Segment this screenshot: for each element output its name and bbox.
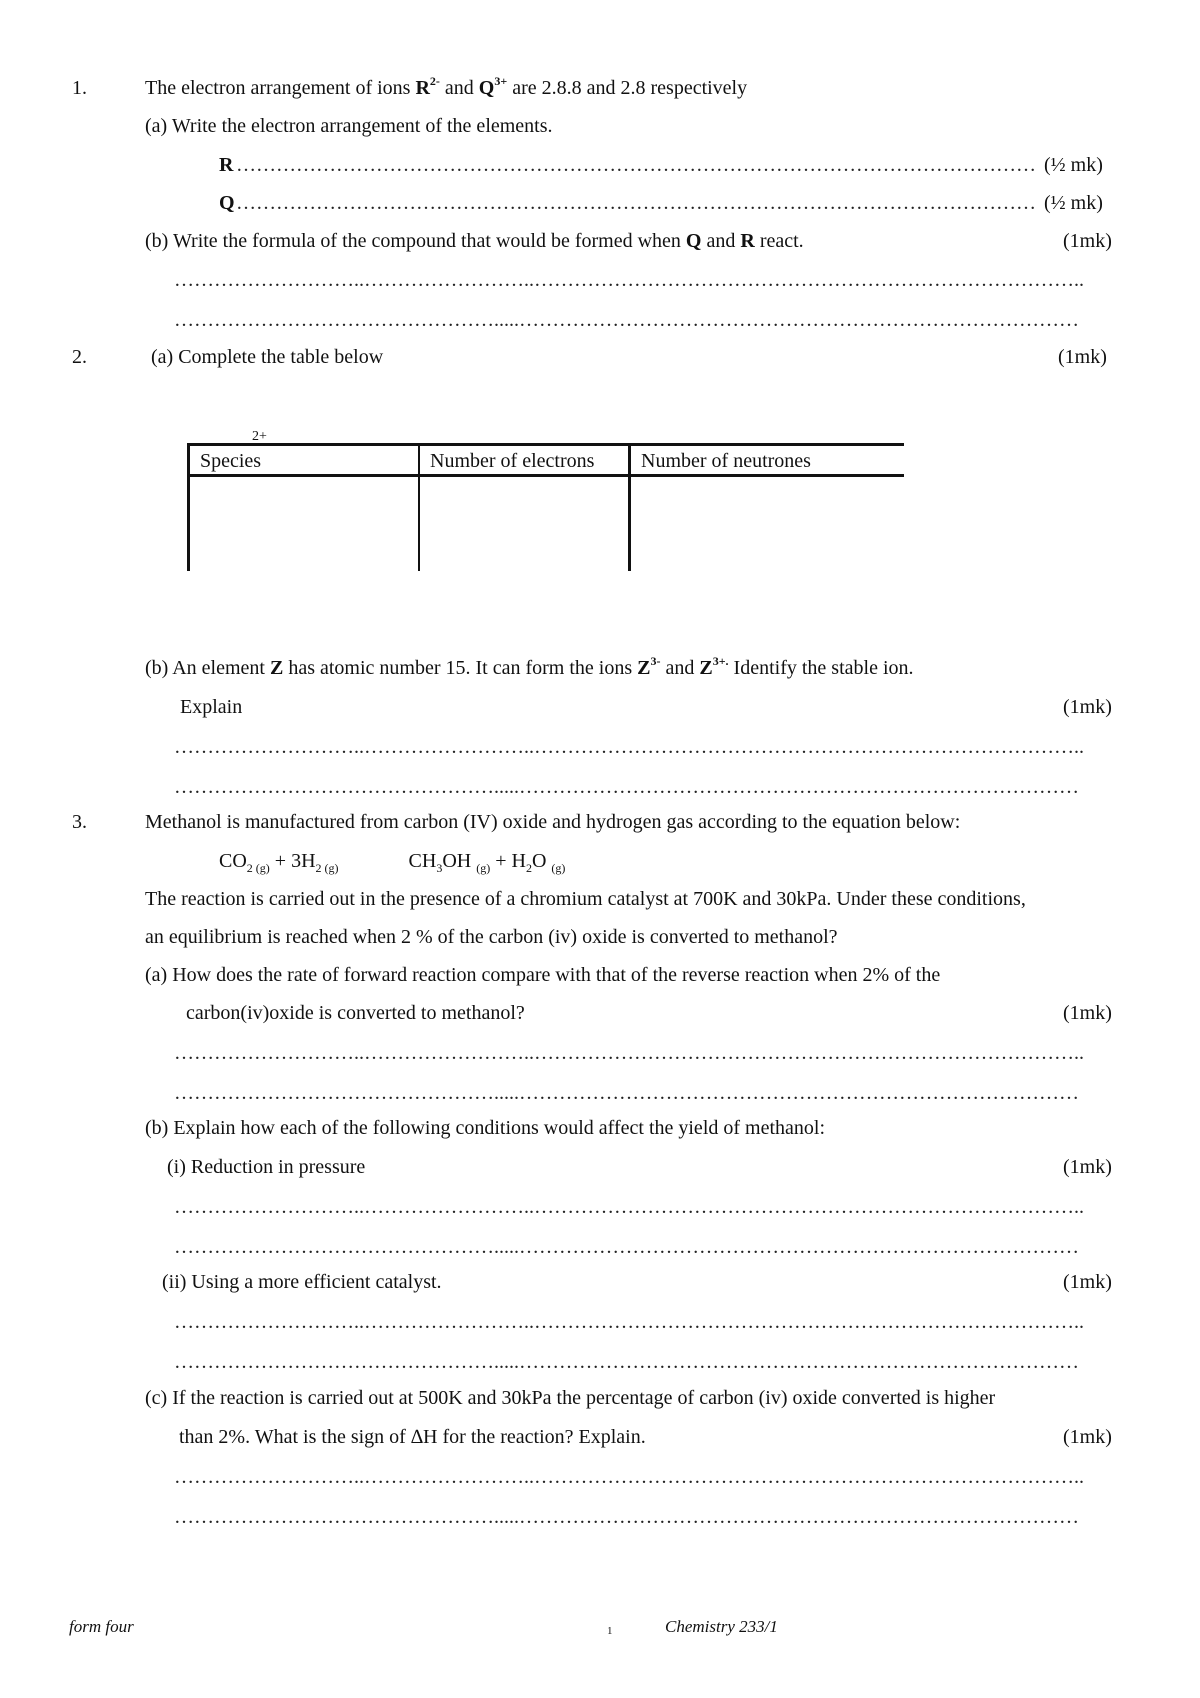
q3-part-b-i-marks: (1mk) [1063,1156,1112,1178]
q2-ion1-charge: 3- [650,654,661,668]
q3-part-b-i: (i) Reduction in pressure [167,1156,366,1178]
q1-part-a: (a) Write the electron arrangement of the elements. [145,115,553,137]
q2-part-b-and: and [665,657,695,679]
q1-part-b [145,231,804,251]
q1-part-b-q: Q [685,230,702,252]
eq-co2-sub: 2 (g) [246,861,270,875]
q1-number: 1. [72,77,87,99]
q1-stem [145,74,748,99]
q3-equation [219,850,566,875]
q3-para-1: The reaction is carried out in the presence of a chromium catalyst at 700K and 30kPa. Under these conditions, [145,888,1026,910]
q3-bi-answer-line-2[interactable]: ………………………………………….....………………………………………………………………………… [174,1237,1079,1257]
table-cell-electrons[interactable] [419,476,630,572]
q3-a-answer-line-1[interactable]: ………………………..……………………..……………………………………………………………………….. [174,1043,1084,1063]
q3-part-a-1: (a) How does the rate of forward reaction compare with that of the reverse reaction when 2% of the [145,964,941,986]
q2-part-b-text-c: Identify the stable ion. [733,657,914,679]
table-header-species: Species [189,445,420,476]
q1-ion-r: R [415,77,430,99]
q1-part-b-r: R [740,230,755,252]
q1-r-answer-line[interactable]: ………………………………………………………………………………………………………… [236,155,1036,175]
q3-part-a-2: carbon(iv)oxide is converted to methanol? [186,1002,525,1024]
footer-left: form four [69,1617,134,1636]
q1-ion-q-charge: 3+ [494,74,508,88]
table-row [189,476,905,572]
q2-ion2: Z [699,657,713,679]
q3-part-c-marks: (1mk) [1063,1426,1112,1448]
q3-para-2: an equilibrium is reached when 2 % of the carbon (iv) oxide is converted to methanol? [145,926,838,948]
q1-part-b-text: (b) Write the formula of the compound that would be formed when [145,230,681,252]
q1-r-label: R [219,154,234,176]
q1-q-label: Q [219,192,235,214]
eq-co2: CO [219,850,247,872]
q1-stem-a: The electron arrangement of ions [145,77,411,99]
q3-c-answer-line-2[interactable]: ………………………………………….....………………………………………………………………………… [174,1507,1079,1527]
table-header-electrons: Number of electrons [419,445,630,476]
footer-right: Chemistry 233/1 [665,1617,778,1636]
q1-stem-b: are 2.8.8 and 2.8 respectively [512,77,748,99]
q1-part-b-and: and [706,230,736,252]
eq-ch: CH [408,850,437,872]
q1-ion-q: Q [478,77,495,99]
eq-oh: OH [442,850,472,872]
q2-explain-marks: (1mk) [1063,696,1112,718]
q1-answer-line-2[interactable]: ………………………………………….....………………………………………………………………………… [174,310,1079,330]
table-cell-neutrones[interactable] [630,476,905,572]
q1-answer-line-1[interactable]: ………………………..……………………..……………………………………………………………………….. [174,270,1084,290]
eq-plus-3h: + 3H [274,850,316,872]
q2-part-a: (a) Complete the table below [151,346,384,368]
q2-part-b-text-b: has atomic number 15. It can form the ions [288,657,633,679]
q1-part-b-marks: (1mk) [1063,230,1112,252]
q3-part-b: (b) Explain how each of the following conditions would affect the yield of methanol: [145,1117,826,1139]
q3-part-b-ii: (ii) Using a more efficient catalyst. [162,1271,442,1293]
table-header-row [189,445,905,476]
q3-part-b-ii-marks: (1mk) [1063,1271,1112,1293]
q2-part-b-z: Z [269,657,284,679]
q3-c-answer-line-1[interactable]: ………………………..……………………..……………………………………………………………………….. [174,1467,1084,1487]
q2-number: 2. [72,346,87,368]
q3-part-a-marks: (1mk) [1063,1002,1112,1024]
q1-q-answer-line[interactable]: ………………………………………………………………………………………………………… [236,193,1036,213]
q3-a-answer-line-2[interactable]: ………………………………………….....………………………………………………………………………… [174,1083,1079,1103]
q1-ion-r-charge: 2- [429,74,440,88]
table-cell-species[interactable] [189,476,420,572]
eq-o: O [531,850,547,872]
eq-h2o-sub: 2 [525,861,532,875]
eq-o-sub: (g) [551,861,566,875]
q2-species-table [187,443,904,571]
q3-number: 3. [72,811,87,833]
q3-bi-answer-line-1[interactable]: ………………………..……………………..……………………………………………………………………….. [174,1197,1084,1217]
q3-bii-answer-line-2[interactable]: ………………………………………….....………………………………………………………………………… [174,1352,1079,1372]
q3-bii-answer-line-1[interactable]: ………………………..……………………..……………………………………………………………………….. [174,1312,1084,1332]
q2-ion2-charge: 3+. [712,654,729,668]
q2-part-b [145,654,914,679]
q2-explain: Explain [180,696,243,718]
eq-h2-sub: 2 (g) [315,861,339,875]
q2-part-b-text-a: (b) An element [145,657,265,679]
q3-stem: Methanol is manufactured from carbon (IV) oxide and hydrogen gas according to the equation below: [145,811,961,833]
footer-page-number: 1 [607,1625,613,1637]
q2-stray-mark: 2+ [252,429,267,444]
q1-and: and [444,77,474,99]
q2-part-a-marks: (1mk) [1058,346,1107,368]
q1-r-marks: (½ mk) [1044,154,1103,176]
eq-plus-h: + H [495,850,526,872]
q1-q-marks: (½ mk) [1044,192,1103,214]
eq-oh-sub: (g) [476,861,491,875]
q1-part-b-end: react. [759,230,804,252]
q2-ion1: Z [637,657,651,679]
q2-answer-line-1[interactable]: ………………………..……………………..……………………………………………………………………….. [174,737,1084,757]
table-header-neutrones: Number of neutrones [630,445,905,476]
q3-part-c-2: than 2%. What is the sign of ∆H for the reaction? Explain. [179,1426,646,1448]
q3-part-c-1: (c) If the reaction is carried out at 500K and 30kPa the percentage of carbon (iv) oxide converted is higher [145,1387,996,1409]
q2-answer-line-2[interactable]: ………………………………………….....………………………………………………………………………… [174,777,1079,797]
eq-ch3-sub: 3 [436,861,443,875]
